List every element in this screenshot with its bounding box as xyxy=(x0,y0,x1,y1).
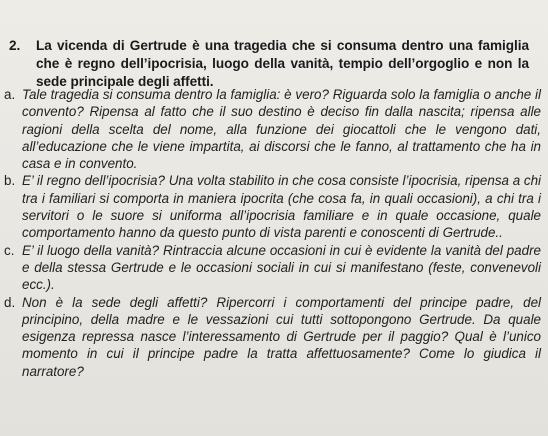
sub-question-text: Tale tragedia si consuma dentro la famiglia: è vero? Riguarda solo la famiglia o anche il convento? Ripensa al fatto che il suo destino è deciso fin dalla nascita; ripensa alle ragioni della scelta del nome, alla funzione dei giocattoli che le vengono dati, all’educazione che le viene impartita, ai discorsi che le fanno, al trattamento che ha in casa e in convento. xyxy=(22,87,541,172)
sub-question-letter: d. xyxy=(4,294,16,310)
sub-question-text: Non è la sede degli affetti? Ripercorri i comportamenti del principe padre, del principino, della madre e le vessazioni cui tutti sottopongono Gertrude. Da quale esigenza repressa nasce l’interessamento di Gertrude per il paggio? Qual è l’unico momento in cui il principe padre la tratta affettuosamente? Come lo giudica il narratore? xyxy=(22,294,541,379)
sub-question-letter: c. xyxy=(4,242,15,258)
sub-question-d xyxy=(4,294,541,380)
sub-question-text: E’ il regno dell’ipocrisia? Una volta stabilito in che cosa consiste l’ipocrisia, ripensa a chi tra i familiari si comporta in maniera ipocrita (che cosa fa, in quali occasioni), a chi tra i servitori o le suore si uniforma all’ipocrisia familiare e in quale occasione, quale comportamento hanno da questo punto di vista parenti e conoscenti di Gertrude.. xyxy=(22,173,541,241)
sub-question-a xyxy=(4,86,541,172)
question-number: 2. xyxy=(9,38,21,53)
sub-question-c xyxy=(4,242,541,294)
question-row xyxy=(9,37,529,90)
sub-question-list xyxy=(4,86,541,380)
question-text: La vicenda di Gertrude è una tragedia che si consuma dentro una famiglia che è regno dell’ipocrisia, luogo della vanità, tempio dell’orgoglio e non la sede principale degli affetti. xyxy=(36,38,529,89)
sub-question-letter: a. xyxy=(4,87,16,102)
sub-question-text: E’ il luogo della vanità? Rintraccia alcune occasioni in cui è evidente la vanità del padre e della stessa Gertrude e le occasioni sociali in cui si manifestano (feste, convenevoli ecc.). xyxy=(22,242,541,293)
sub-question-b xyxy=(4,172,541,241)
sub-question-letter: b. xyxy=(4,173,16,189)
question-2 xyxy=(9,37,529,90)
